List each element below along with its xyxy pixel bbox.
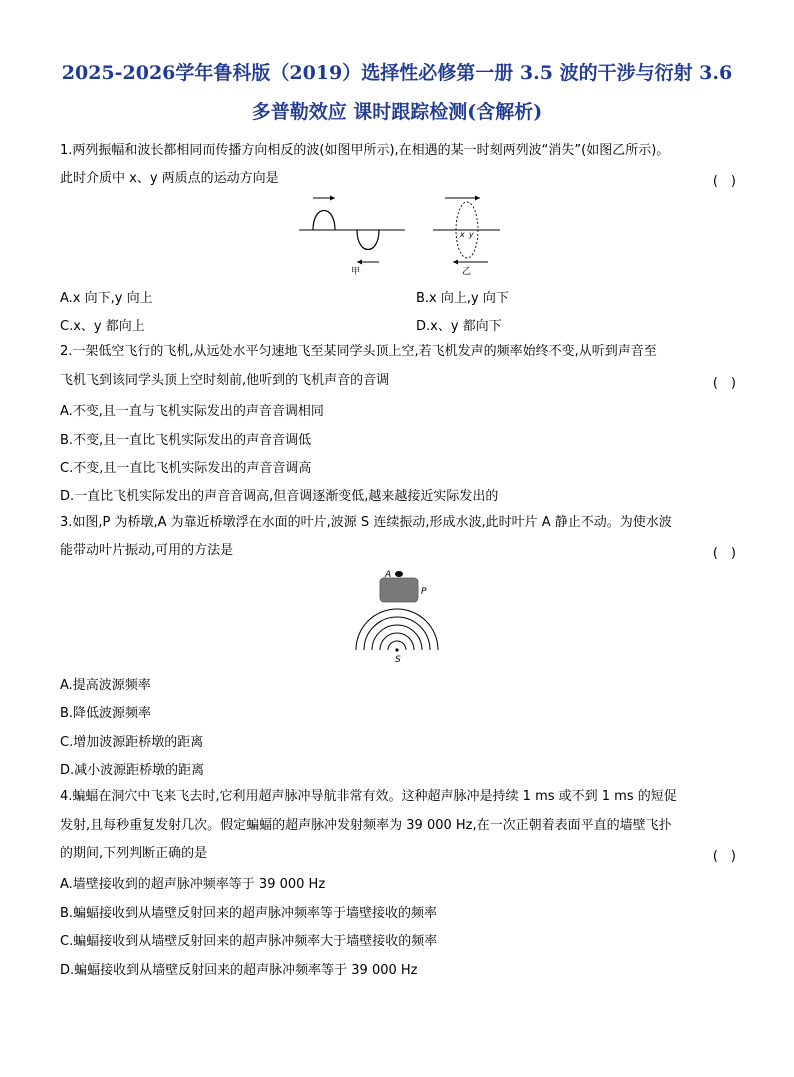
q1-option-a: A.x 向下,y 向上: [60, 291, 153, 306]
q2-text-line2: 飞机飞到该同学头顶上空时刻前,他听到的飞机声音的音调: [60, 373, 390, 388]
q2-answer-paren: ( ): [712, 376, 736, 391]
q4-text-line3: 的期间,下列判断正确的是: [60, 846, 208, 861]
label-p: P: [421, 587, 427, 597]
label-x: x: [460, 230, 465, 239]
q3-text-line1: 3.如图,P 为桥墩,A 为靠近桥墩浮在水面的叶片,波源 S 连续振动,形成水波,此时叶片 A 静止不动。为使水波: [60, 515, 672, 530]
label-a: A: [385, 570, 392, 580]
label-yi: 乙: [462, 267, 472, 277]
document-title-line1: 2025-2026学年鲁科版（2019）选择性必修第一册 3.5 波的干涉与衍射 3.6: [61, 62, 733, 84]
q3-answer-paren: ( ): [712, 546, 736, 561]
q4-option-c: C.蝙蝠接收到从墙壁反射回来的超声脉冲频率大于墙壁接收的频率: [60, 934, 438, 949]
label-y: y: [469, 230, 474, 239]
q1-answer-paren: ( ): [712, 174, 736, 189]
q2-option-d: D.一直比飞机实际发出的声音音调高,但音调逐渐变低,越来越接近实际发出的: [60, 489, 499, 504]
q3-option-d: D.减小波源距桥墩的距离: [60, 763, 205, 778]
q2-option-c: C.不变,且一直比飞机实际发出的声音音调高: [60, 461, 312, 476]
q4-text-line2: 发射,且每秒重复发射几次。假定蝙蝠的超声脉冲发射频率为 39 000 Hz,在一次正朝着表面平直的墙壁飞扑: [60, 818, 672, 833]
q4-option-d: D.蝙蝠接收到从墙壁反射回来的超声脉冲频率等于 39 000 Hz: [60, 963, 418, 978]
water-waves: [356, 609, 438, 650]
q1-option-d: D.x、y 都向下: [416, 319, 502, 334]
q1-option-b: B.x 向上,y 向下: [416, 291, 509, 306]
q3-text-line2: 能带动叶片振动,可用的方法是: [60, 543, 234, 558]
q3-figure: [345, 566, 450, 666]
q4-text-line1: 4.蝙蝠在洞穴中飞来飞去时,它利用超声脉冲导航非常有效。这种超声脉冲是持续 1 ms 或不到 1 ms 的短促: [60, 789, 677, 804]
q1-option-c: C.x、y 都向上: [60, 319, 145, 334]
q3-option-b: B.降低波源频率: [60, 706, 152, 721]
leaf: [395, 571, 403, 577]
q4-answer-paren: ( ): [712, 849, 736, 864]
bridge-pier: [380, 578, 418, 602]
q4-option-b: B.蝙蝠接收到从墙壁反射回来的超声脉冲频率等于墙壁接收的频率: [60, 906, 438, 921]
q1-text-line1: 1.两列振幅和波长都相同而传播方向相反的波(如图甲所示),在相遇的某一时刻两列波“消失”(如图乙所示)。: [60, 143, 670, 158]
label-s: S: [395, 655, 401, 665]
q4-option-a: A.墙壁接收到的超声脉冲频率等于 39 000 Hz: [60, 877, 326, 892]
q2-option-a: A.不变,且一直与飞机实际发出的声音音调相同: [60, 404, 324, 419]
document-title-line2: 多普勒效应 课时跟踪检测(含解析): [251, 101, 543, 123]
figure-yi: [433, 196, 500, 278]
q3-option-a: A.提高波源频率: [60, 678, 151, 693]
q1-text-line2: 此时介质中 x、y 两质点的运动方向是: [60, 171, 279, 186]
label-jia: 甲: [351, 267, 361, 277]
q3-option-c: C.增加波源距桥墩的距离: [60, 735, 204, 750]
q1-figure: [295, 192, 505, 282]
wave-source: [395, 648, 398, 651]
q2-text-line1: 2.一架低空飞行的飞机,从远处水平匀速地飞至某同学头顶上空,若飞机发声的频率始终不变,从听到声音至: [60, 344, 657, 359]
q2-option-b: B.不变,且一直比飞机实际发出的声音音调低: [60, 433, 312, 448]
figure-jia: [299, 196, 405, 278]
